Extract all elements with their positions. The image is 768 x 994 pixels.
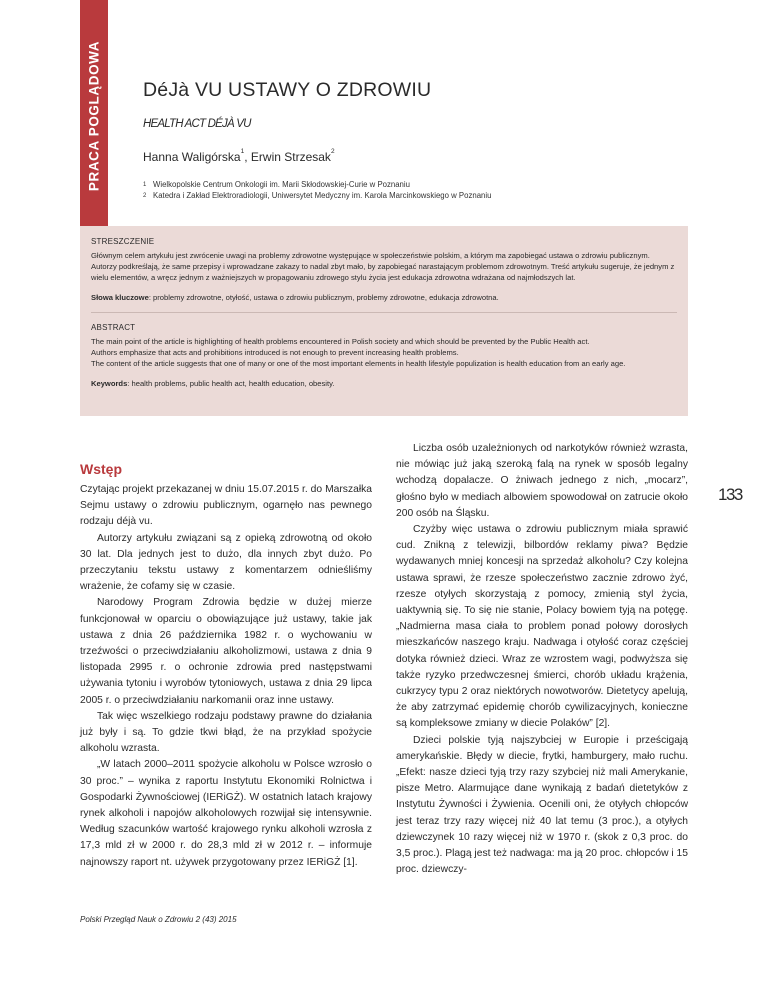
section-heading: Wstęp bbox=[80, 461, 122, 477]
article-subtitle: HEALTH ACT DÉJÀ VU bbox=[143, 118, 251, 130]
article-title: DéJà VU USTAWY O ZDROWIU bbox=[143, 79, 432, 101]
abstract-box bbox=[80, 226, 688, 416]
author-affil-marker: 2 bbox=[330, 148, 335, 155]
journal-footer: Polski Przegląd Nauk o Zdrowiu 2 (43) 2015 bbox=[80, 915, 237, 924]
article-type-tab bbox=[80, 0, 108, 232]
abstract-en-line: Authors emphasize that acts and prohibitions introduced is not enough to prevent increasing health problems. bbox=[91, 348, 459, 357]
keywords-en: Keywords: health problems, public health act, health education, obesity. bbox=[91, 379, 335, 388]
paragraph: Czytając projekt przekazanej w dniu 15.07.2015 r. do Marszałka Sejmu ustawy o zdrowiu publicznym, ogarnęło nas pewnego rodzaju déjà vu. bbox=[80, 484, 372, 528]
abstract-pl-heading: STRESZCZENIE bbox=[91, 237, 155, 246]
paragraph: Liczba osób uzależnionych od narkotyków również wzrasta, nie mówiąc już jaką szeroką falą na rynek w sposób legalny wchodzą dopalacze. O żniwach jednego z nich, „mocarz”, głośno było w mediach albowiem spowodował on zatrucie około 200 osób na Śląsku. bbox=[396, 443, 688, 519]
paragraph: Tak więc wszelkiego rodzaju podstawy prawne do działania już były i są. To gdzie tkwi błąd, że na przykład spożycie alkoholu wzrasta. bbox=[80, 710, 372, 755]
affiliation: 2 Katedra i Zakład Elektroradiologii, Uniwersytet Medyczny im. Karola Marcinkowskiego w Poznaniu bbox=[143, 190, 492, 200]
paragraph: Dzieci polskie tyją najszybciej w Europie i prześcigają amerykańskie. Błędy w diecie, frytki, hamburgery, mało ruchu. „Efekt: nasze dzieci tyją trzy razy szybciej niż mali Amerykanie, pisze Metro. Alarmujące dane wynikają z badań dietetyków z Instytutu Żywności i Żywienia. Ocenili oni, że otyłych chłopców jest teraz trzy razy więcej niż 40 lat temu (3 proc.), a otyłych dziewczynek 10 razy więcej niż w 1970 r. (skok z 0,3 proc. do 3,5 proc.). Plagą jest też nadwaga: ma ją 20 proc. chłopców i 15 proc. dziewczy- bbox=[396, 734, 688, 876]
article-type-label: PRACA POGLĄDOWA bbox=[86, 40, 102, 192]
page-number: 133 bbox=[718, 485, 742, 504]
affiliations bbox=[143, 180, 491, 201]
abstract-pl-text: Głównym celem artykułu jest zwrócenie uwagi na problemy zdrowotne występujące w społeczeństwie polskim, a którym ma zapobiegać ustawa o zdrowiu publicznym. Autorzy podkreślają, że same przepisy i wprowadzane zakazy to nadal zbyt mało, by zapobiegać narastającym problemom zdrowotnym. Treść artykułu sugeruje, że jednym z wielu elementów, a wręcz jednym z ważniejszych w propagowaniu zdrowego stylu życia jest edukacja zdrowotna wdrażana od najmłodszych lat. bbox=[91, 251, 675, 282]
author-name: Erwin Strzesak bbox=[250, 150, 331, 164]
author-name: Hanna Waligórska bbox=[143, 150, 241, 164]
body-column-right bbox=[396, 441, 688, 878]
keywords-pl: Słowa kluczowe: problemy zdrowotne, otyłość, ustawa o zdrowiu publicznym, problemy zdrowotne, edukacja zdrowotna. bbox=[91, 293, 499, 302]
paragraph: Autorzy artykułu związani są z opieką zdrowotną od około 30 lat. Dla jednych jest to dużo, dla innych zbyt dużo. Po przeczytaniu tekstu ustawy z komentarzem odnieśliśmy wrażenie, że cofamy się w czasie. bbox=[80, 532, 372, 593]
body-column-left bbox=[80, 458, 372, 871]
paragraph: Czyżby więc ustawa o zdrowiu publicznym miała sprawić cud. Znikną z telewizji, bilbordów reklamy piwa? Będzie wydawanych mniej koncesji na sprzedaż alkoholu? Czy kolejna ustawa sprawi, że rzesze społeczeństwo zacznie zdrowo żyć, rzesze otyłych skorzystają z pomocy, zmienią styl życia, uaktywnią się. To się nie stanie, Polacy bowiem tyją na potęgę. „Nadmierna masa ciała to problem ponad połowy dorosłych mieszkańców naszego kraju. Nadwaga i otyłość coraz częściej dotyka również dzieci. Wraz ze wzrostem wagi, podwyższa się także ryzyko przedwczesnej śmierci, chorób układu krążenia, cukrzycy typu 2 oraz niektórych nowotworów. Dietetycy apelują, że aby zatrzymać epidemię chorób cywilizacyjnych, konieczne są kompleksowe zmiany w diecie Polaków” [2]. bbox=[396, 524, 688, 730]
author-list: Hanna Waligórska$^1$, Erwin Strzesak$^2$ bbox=[143, 148, 335, 164]
author-affil-marker: 1 bbox=[240, 148, 245, 155]
abstract-en-line: The content of the article suggests that one of many or one of the most important elements in health lifestyle populization is health education from an early age. bbox=[91, 359, 626, 368]
paragraph: Narodowy Program Zdrowia będzie w dużej mierze funkcjonował w oparciu o obowiązujące już ustawy, takie jak ustawa z dnia 26 października 1982 r. o wychowaniu w trzeźwości o przeciwdziałaniu alkoholizmowi, ustawa z dnia 9 listopada 2995 r. o ochronie zdrowia pred następstwami używania tytoniu i wyrobów tytoniowych, ustawa z dnia 29 lipca 2005 r. o przeciwdziałaniu narkomanii oraz inne ustawy. bbox=[80, 597, 372, 706]
abstract-en-heading: ABSTRACT bbox=[91, 323, 136, 332]
abstract-en-line: The main point of the article is highlighting of health problems encountered in Polish society and which should be prevented by the Public Health act. bbox=[91, 337, 590, 346]
abstract-divider bbox=[91, 312, 677, 313]
paragraph: „W latach 2000–2011 spożycie alkoholu w Polsce wzrosło o 30 proc.” – wynika z raportu Instytutu Ekonomiki Rolnictwa i Gospodarki Żywnościowej (IERiGŻ). W ostatnich latach krajowy rynek alkoholi i napojów alkoholowych rozwijał się intensywnie. Według szacunków wartość krajowego rynku alkoholi wzrosła z 17,3 mld zł w 2000 r. do 28,3 mld zł w 2012 r. – informuje najnowszy raport nt. używek przygotowany przez IERiGŻ [1]. bbox=[80, 759, 372, 868]
affiliation: 1 Wielkopolskie Centrum Onkologii im. Marii Skłodowskiej-Curie w Poznaniu bbox=[143, 180, 410, 189]
